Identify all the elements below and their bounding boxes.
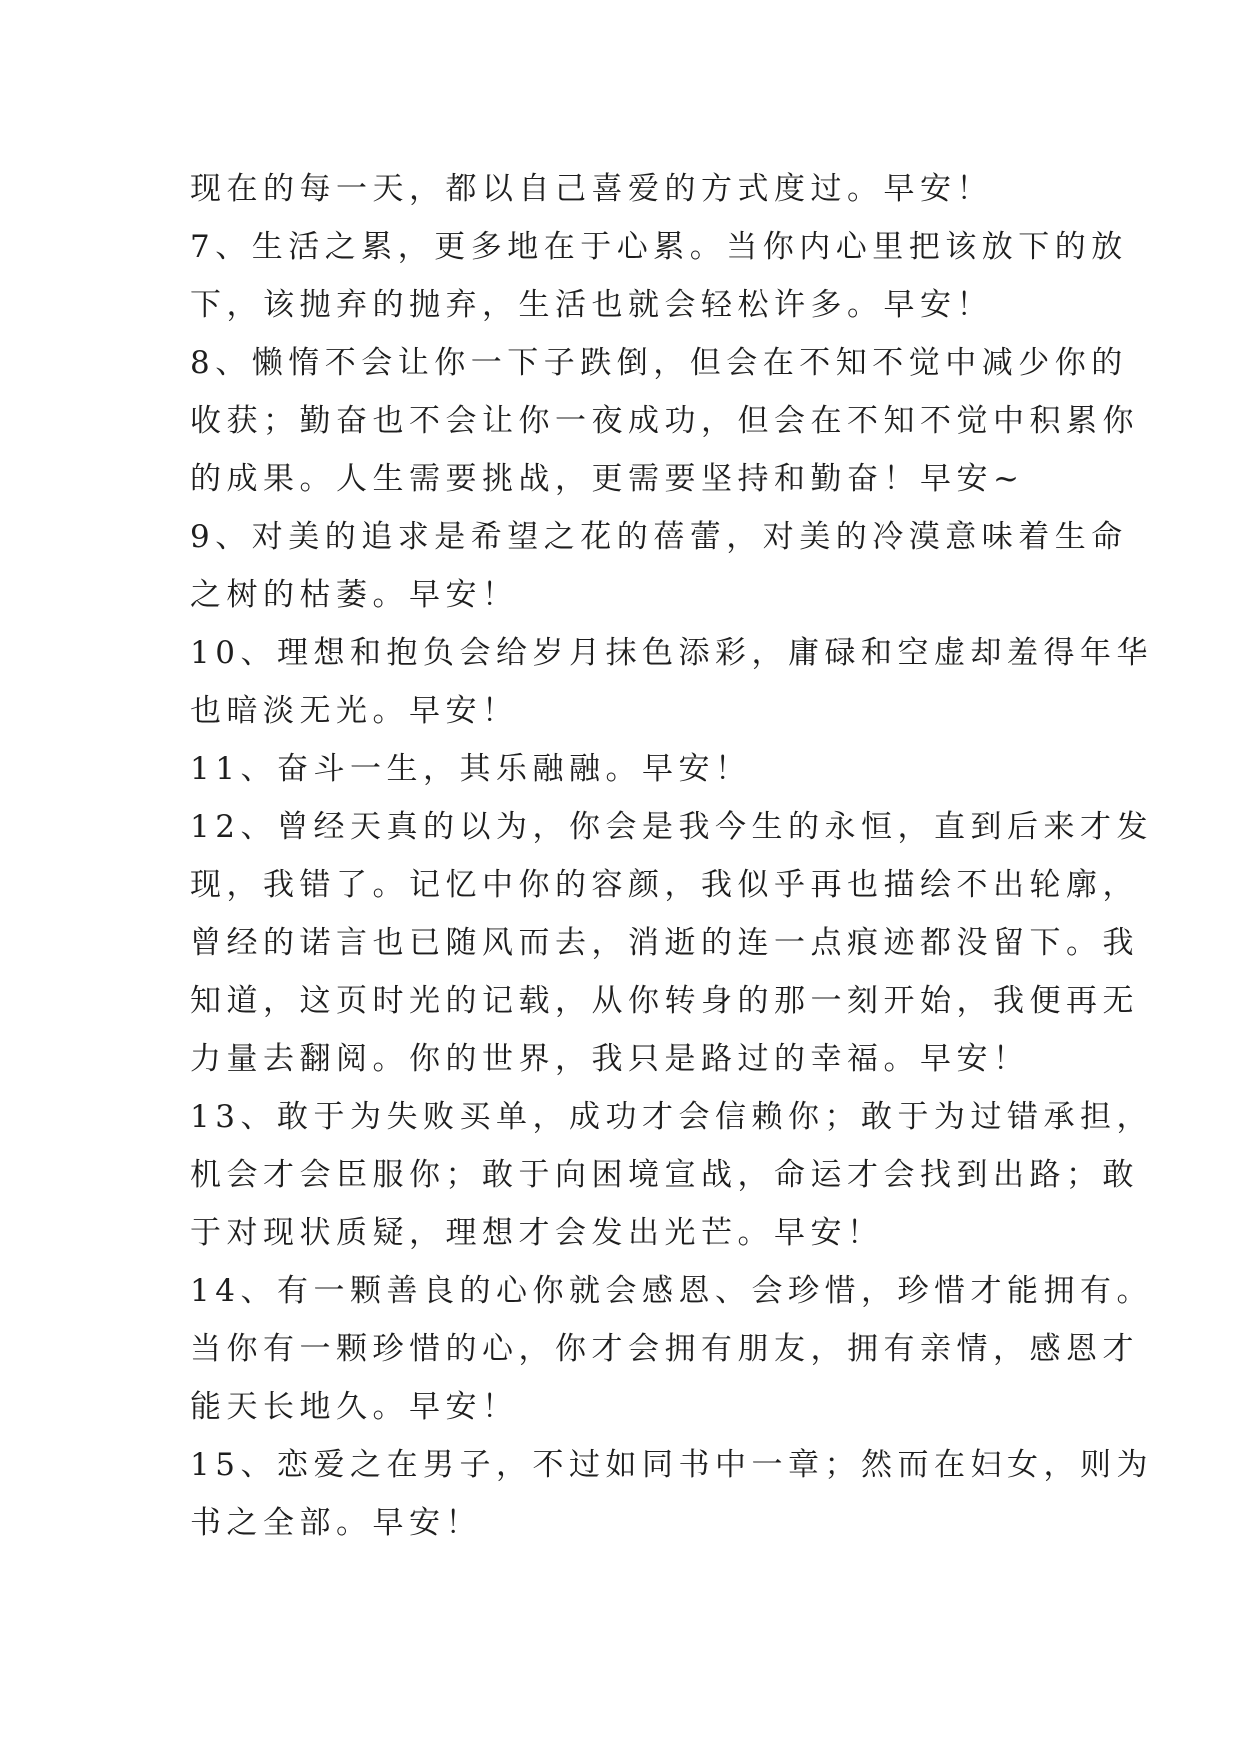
text-line: 现在的每一天，都以自己喜爱的方式度过。早安！ — [190, 171, 993, 207]
text-line: 收获；勤奋也不会让你一夜成功，但会在不知不觉中积累你 — [190, 403, 1139, 439]
text-line: 当你有一颗珍惜的心，你才会拥有朋友，拥有亲情，感恩才 — [190, 1331, 1139, 1367]
text-line: 能天长地久。早安！ — [190, 1389, 519, 1425]
text-line: 9、对美的追求是希望之花的蓓蕾，对美的冷漠意味着生命 — [190, 519, 1128, 555]
text-line: 7、生活之累，更多地在于心累。当你内心里把该放下的放 — [190, 229, 1128, 265]
text-line: 14、有一颗善良的心你就会感恩、会珍惜，珍惜才能拥有。 — [190, 1273, 1153, 1309]
text-line: 知道，这页时光的记载，从你转身的那一刻开始，我便再无 — [190, 983, 1139, 1019]
text-line: 力量去翻阅。你的世界，我只是路过的幸福。早安！ — [190, 1041, 1030, 1077]
text-line: 15、恋爱之在男子，不过如同书中一章；然而在妇女，则为 — [190, 1447, 1153, 1483]
text-line: 11、奋斗一生，其乐融融。早安！ — [190, 751, 752, 787]
text-line: 曾经的诺言也已随风而去，消逝的连一点痕迹都没留下。我 — [190, 925, 1139, 961]
text-line: 于对现状质疑，理想才会发出光芒。早安！ — [190, 1215, 884, 1251]
text-line: 下，该抛弃的抛弃，生活也就会轻松许多。早安！ — [190, 287, 993, 323]
document-body — [190, 160, 1153, 1552]
text-line: 现，我错了。记忆中你的容颜，我似乎再也描绘不出轮廓， — [190, 867, 1139, 903]
text-line: 8、懒惰不会让你一下子跌倒，但会在不知不觉中减少你的 — [190, 345, 1128, 381]
text-line: 机会才会臣服你；敢于向困境宣战，命运才会找到出路；敢 — [190, 1157, 1139, 1193]
text-line: 也暗淡无光。早安！ — [190, 693, 519, 729]
text-line: 的成果。人生需要挑战，更需要坚持和勤奋！早安~ — [190, 461, 1025, 497]
text-line: 书之全部。早安！ — [190, 1505, 482, 1541]
text-line: 10、理想和抱负会给岁月抹色添彩，庸碌和空虚却羞得年华 — [190, 635, 1153, 671]
text-line: 13、敢于为失败买单，成功才会信赖你；敢于为过错承担， — [190, 1099, 1153, 1135]
text-line: 之树的枯萎。早安！ — [190, 577, 519, 613]
text-line: 12、曾经天真的以为，你会是我今生的永恒，直到后来才发 — [190, 809, 1153, 845]
